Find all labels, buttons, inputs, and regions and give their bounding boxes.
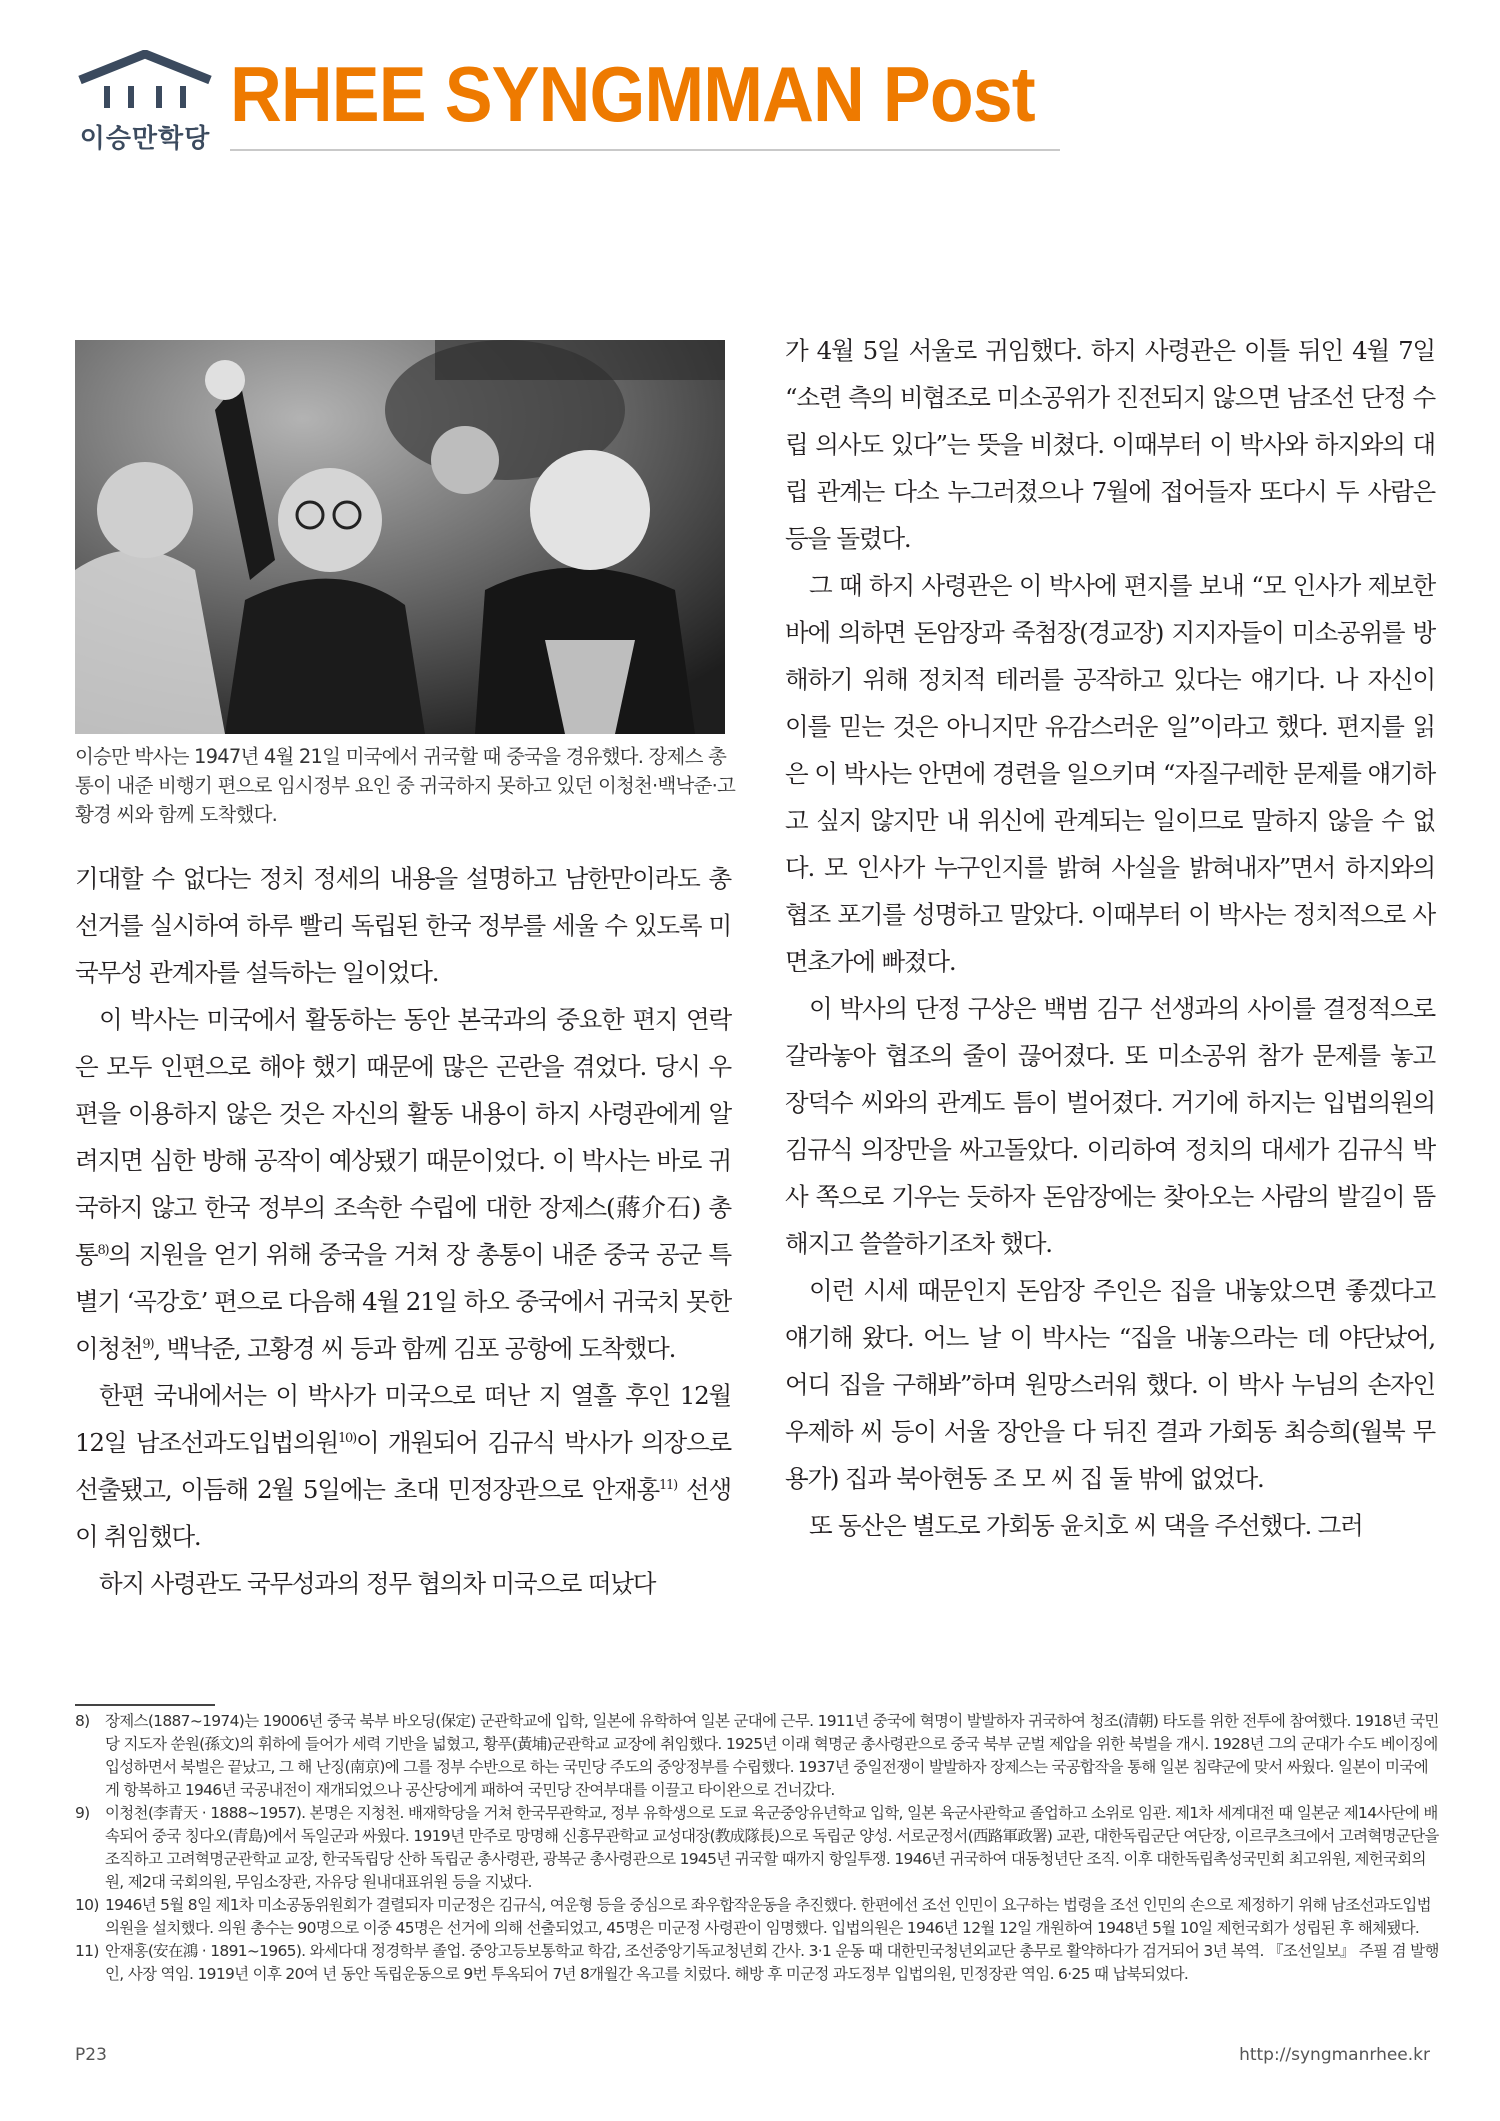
paragraph: 또 동산은 별도로 가회동 윤치호 씨 댁을 주선했다. 그러 [809,1511,1363,1540]
footnote-number: 10) [75,1896,99,1914]
paragraph [75,1372,731,1560]
paragraph-text: 이 박사는 미국에서 활동하는 동안 본국과의 중요한 편지 연락은 모두 인편으로 해야 했기 때문에 많은 곤란을 겪었다. 당시 우편을 이용하지 않은 것은 자신의 활동 내용이 하지 사령관에게 알려지면 심한 방해 공작이 예상됐기 때문이었다. 이 박사는 바로 귀국하지 않고 한국 정부의 조속한 수립에 대한 장제스(蔣介石) 총통 [75,1005,731,1269]
footnote-number: 9) [75,1804,90,1822]
paragraph: 기대할 수 없다는 정치 정세의 내용을 설명하고 남한만이라도 총선거를 실시하여 하루 빨리 독립된 한국 정부를 세울 수 있도록 미 국무성 관계자를 설득하는 일이었다. [75,864,731,987]
paragraph-text: 이 개원되어 김규식 박사가 의장으로 선출됐고, 이듬해 2월 5일에는 초대 민정장관으로 안재홍 [75,1428,731,1504]
photo-illustration [75,340,725,734]
logo [70,50,220,155]
page-header [70,45,1450,155]
paragraph: 하지 사령관도 국무성과의 정무 협의차 미국으로 떠났다 [99,1569,656,1598]
footnote-number: 8) [75,1712,90,1730]
paragraph: 이런 시세 때문인지 돈암장 주인은 집을 내놓았으면 좋겠다고 얘기해 왔다. 어느 날 이 박사는 “집을 내놓으라는 데 야단났어, 어디 집을 구해봐”하며 원망스러워 했다. 이 박사 누님의 손자인 우제하 씨 등이 서울 장안을 다 뒤진 결과 가회동 최승희(월북 무용가) 집과 북아현동 조 모 씨 집 둘 밖에 없었다. [785,1276,1435,1493]
footnote-number: 11) [75,1942,99,1960]
school-building-icon [70,50,220,120]
footnote [75,1894,1440,1940]
footnote-ref: 9) [142,1337,154,1352]
article-column-left [75,855,731,1607]
historical-photo [75,340,725,734]
footnotes [75,1710,1440,1986]
paragraph-text: 의 지원을 얻기 위해 중국을 거쳐 장 총통이 내준 중국 공군 특별기 ‘곡강호’ 편으로 다음해 4월 21일 하오 중국에서 귀국치 못한 이청천 [75,1240,731,1363]
footnote-ref: 8) [97,1243,109,1258]
article-column-right [785,327,1435,1549]
footnote-ref: 10) [337,1431,356,1446]
footnote [75,1710,1440,1802]
footnote-text: 안재홍(安在鴻 · 1891~1965). 와세다대 정경학부 졸업. 중앙고등보통학교 학감, 조선중앙기독교청년회 간사. 3·1 운동 때 대한민국청년외교단 총무로 활약하다가 검거되어 3년 복역. 『조선일보』 주필 겸 발행인, 사장 역임. 1919년 이후 20여 년 동안 독립운동으로 9번 투옥되어 7년 8개월간 옥고를 치렀다. 해방 후 미군정 과도정부 입법의원, 민정장관 역임. 6·25 때 납북되었다. [105,1942,1439,1983]
footnote-ref: 11) [658,1478,677,1493]
paragraph: 이 박사의 단정 구상은 백범 김구 선생과의 사이를 결정적으로 갈라놓아 협조의 줄이 끊어졌다. 또 미소공위 참가 문제를 놓고 장덕수 씨와의 관계도 틈이 벌어졌다. 거기에 하지는 입법의원의 김규식 의장만을 싸고돌았다. 이리하여 정치의 대세가 김규식 박사 쪽으로 기우는 듯하자 돈암장에는 찾아오는 사람의 발길이 뜸해지고 쓸쓸하기조차 했다. [785,994,1435,1258]
paragraph-text: , 백낙준, 고황경 씨 등과 함께 김포 공항에 도착했다. [153,1334,676,1363]
footnote [75,1802,1440,1894]
masthead-title: RHEE SYNGMMAN Post [230,50,1035,138]
paragraph-text: 한편 국내에서는 이 박사가 미국으로 떠난 지 열흘 후인 12월 12일 남조선과도입법의원 [75,1381,731,1457]
page-number: P23 [75,2045,107,2065]
footnote [75,1940,1440,1986]
site-url[interactable]: http://syngmanrhee.kr [1239,2045,1430,2065]
footnote-text: 1946년 5월 8일 제1차 미소공동위원회가 결렬되자 미군정은 김규식, 여운형 등을 중심으로 좌우합작운동을 추진했다. 한편에선 조선 인민이 요구하는 법령을 조선 인민의 손으로 제정하기 위해 남조선과도입법의원을 설치했다. 의원 총수는 90명으로 이중 45명은 선거에 의해 선출되었고, 45명은 미군정 사령관이 임명했다. 입법의원은 1946년 12월 12일 개원하여 1948년 5월 10일 제헌국회가 성립된 후 해체됐다. [105,1896,1431,1937]
logo-text: 이승만학당 [79,124,211,154]
paragraph [75,996,731,1372]
header-rule [230,149,1060,151]
footnote-text: 장제스(1887~1974)는 19006년 중국 북부 바오딩(保定) 군관학교에 입학, 일본에 유학하여 일본 군대에 근무. 1911년 중국에 혁명이 발발하자 귀국하여 청조(清朝) 타도를 위한 전투에 참여했다. 1918년 국민당 지도자 쑨원(孫文)의 휘하에 들어가 세력 기반을 넓혔고, 황푸(黃埔)군관학교 교장에 취임했다. 1925년 이래 혁명군 총사령관으로 중국 북부 군벌 제압을 위한 북벌을 개시. 1928년 그의 군대가 수도 베이징에 입성하면서 북벌은 끝났고, 그 해 난징(南京)에 그를 정부 수반으로 하는 국민당 주도의 중앙정부를 수립했다. 1937년 중일전쟁이 발발하자 장제스는 국공합작을 통해 일본 침략군에 맞서 싸웠다. 일본이 미국에게 항복하고 1946년 국공내전이 재개되었으나 공산당에게 패하여 국민당 잔여부대를 이끌고 타이완으로 건너갔다. [105,1712,1439,1799]
paragraph: 가 4월 5일 서울로 귀임했다. 하지 사령관은 이틀 뒤인 4월 7일 “소련 측의 비협조로 미소공위가 진전되지 않으면 남조선 단정 수립 의사도 있다”는 뜻을 비쳤다. 이때부터 이 박사와 하지와의 대립 관계는 다소 누그러졌으나 7월에 접어들자 또다시 두 사람은 등을 돌렸다. [785,336,1435,553]
paragraph-text: 선생이 취임했다. [75,1475,731,1551]
photo-caption: 이승만 박사는 1947년 4월 21일 미국에서 귀국할 때 중국을 경유했다. 장제스 총통이 내준 비행기 편으로 임시정부 요인 중 귀국하지 못하고 있던 이청천·백낙준·고황경 씨와 함께 도착했다. [75,745,736,826]
footnote-rule [75,1704,215,1706]
footnote-text: 이청천(李青天 · 1888~1957). 본명은 지청천. 배재학당을 거쳐 한국무관학교, 정부 유학생으로 도쿄 육군중앙유년학교 입학, 일본 육군사관학교 졸업하고 소위로 임관. 제1차 세계대전 때 일본군 제14사단에 배속되어 중국 칭다오(青島)에서 독일군과 싸웠다. 1919년 만주로 망명해 신흥무관학교 교성대장(教成隊長)으로 독립군 양성. 서로군정서(西路軍政署) 교관, 대한독립군단 여단장, 이르쿠츠크에서 고려혁명군단을 조직하고 고려혁명군관학교 교장, 한국독립당 산하 독립군 총사령관, 광복군 총사령관으로 1945년 귀국할 때까지 항일투쟁. 1946년 귀국하여 대동청년단 조직. 이후 대한독립촉성국민회 최고위원, 제헌국회의원, 제2대 국회의원, 무임소장관, 자유당 원내대표위원 등을 지냈다. [105,1804,1439,1891]
paragraph: 그 때 하지 사령관은 이 박사에 편지를 보내 “모 인사가 제보한 바에 의하면 돈암장과 죽첨장(경교장) 지지자들이 미소공위를 방해하기 위해 정치적 테러를 공작하고 있다는 얘기다. 나 자신이 이를 믿는 것은 아니지만 유감스러운 일”이라고 했다. 편지를 읽은 이 박사는 안면에 경련을 일으키며 “자질구레한 문제를 얘기하고 싶지 않지만 내 위신에 관계되는 일이므로 말하지 않을 수 없다. 모 인사가 누구인지를 밝혀 사실을 밝혀내자”면서 하지와의 협조 포기를 성명하고 말았다. 이때부터 이 박사는 정치적으로 사면초가에 빠졌다. [785,571,1435,976]
